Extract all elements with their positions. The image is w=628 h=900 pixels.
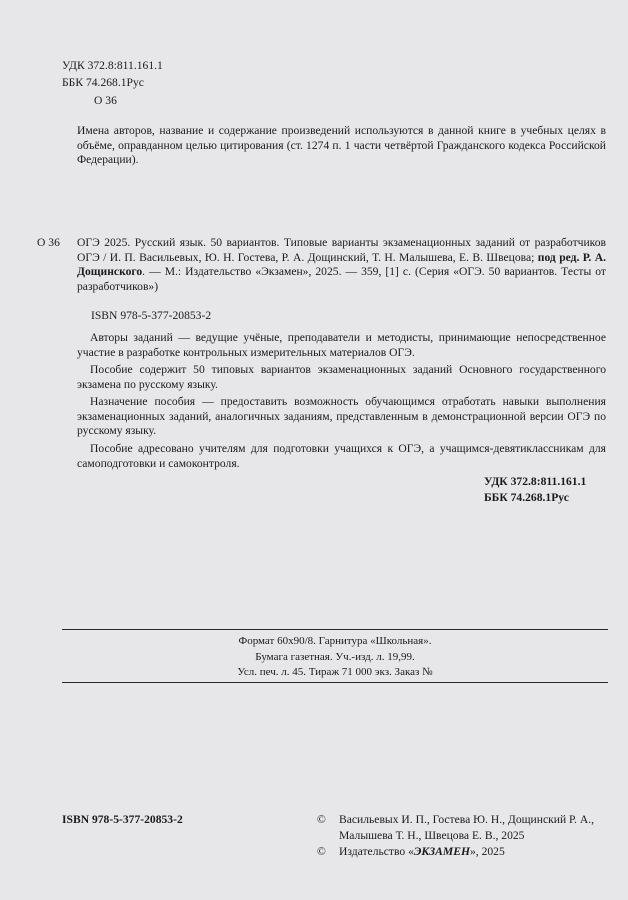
bibliographic-text-end: . — М.: Издательство «Экзамен», 2025. — 359, [1] с. (Серия «ОГЭ. 50 вариантов. Тесты от разработчиков») xyxy=(77,265,606,293)
annotation-paragraph: Пособие содержит 50 типовых вариантов экзаменационных заданий Основного государственного экзамена по русскому языку. xyxy=(77,363,606,391)
imprint-bottom-rule xyxy=(62,682,608,683)
isbn-line: ISBN 978-5-377-20853-2 xyxy=(91,309,212,322)
footer-bbk-code: ББК 74.268.1Рус xyxy=(484,491,569,504)
bibliographic-text-start: ОГЭ 2025. Русский язык. 50 вариантов. Типовые варианты экзаменационных заданий от разработчиков ОГЭ / И. П. Васильевых, Ю. Н. Гостева, Р. А. Дощинский, Т. Н. Малышева, Е. В. Швецова; xyxy=(77,236,606,264)
imprint-line: Формат 60х90/8. Гарнитура «Школьная». xyxy=(238,635,432,647)
annotation-paragraph: Пособие адресовано учителям для подготовки учащихся к ОГЭ, а учащимся-девятиклассникам для самоподготовки и самоконтроля. xyxy=(77,442,606,470)
annotation-paragraph: Авторы заданий — ведущие учёные, преподаватели и методисты, принимающие непосредственное участие в разработке контрольных измерительных материалов ОГЭ. xyxy=(77,331,606,359)
imprint-top-rule xyxy=(62,629,608,630)
bottom-isbn: ISBN 978-5-377-20853-2 xyxy=(62,813,183,826)
footer-udk-code: УДК 372.8:811.161.1 xyxy=(484,475,587,488)
copyright-authors-line-2: Малышева Т. Н., Швецова Е. В., 2025 xyxy=(339,829,525,842)
bibliographic-mark: О 36 xyxy=(37,236,60,249)
copyright-publisher-prefix: Издательство « xyxy=(339,845,414,858)
imprint-line: Бумага газетная. Уч.-изд. л. 19,99. xyxy=(255,651,415,663)
copyright-authors-line-1: Васильевых И. П., Гостева Ю. Н., Дощинский Р. А., xyxy=(339,813,595,826)
annotation-paragraph: Назначение пособия — предоставить возможность обучающимся отработать навыки выполнения экзаменационных заданий, аналогичных заданиям, представленным в демонстрационной версии ОГЭ по русскому языку. xyxy=(77,395,606,438)
bibliographic-record xyxy=(37,236,606,294)
copyright-publisher xyxy=(317,844,505,859)
imprint-line: Усл. печ. л. 45. Тираж 71 000 экз. Заказ № xyxy=(237,666,433,678)
author-mark: О 36 xyxy=(94,94,117,107)
udk-code: УДК 372.8:811.161.1 xyxy=(62,59,163,72)
copyright-publisher-suffix: », 2025 xyxy=(469,845,505,858)
copyright-symbol: © xyxy=(317,845,326,858)
copyright-symbol: © xyxy=(317,813,326,826)
publisher-name: ЭКЗАМЕН xyxy=(413,845,470,858)
bbk-code: ББК 74.268.1Рус xyxy=(62,76,144,89)
citation-notice: Имена авторов, название и содержание произведений используются в данной книге в учебных целях в объёме, оправданном целью цитирования (ст. 1274 п. 1 части четвёртой Гражданского кодекса Российской Федерации). xyxy=(77,124,606,167)
bibliographic-editor: под ред. Р. А. Дощинского xyxy=(77,250,606,279)
copyright-authors xyxy=(317,812,594,827)
